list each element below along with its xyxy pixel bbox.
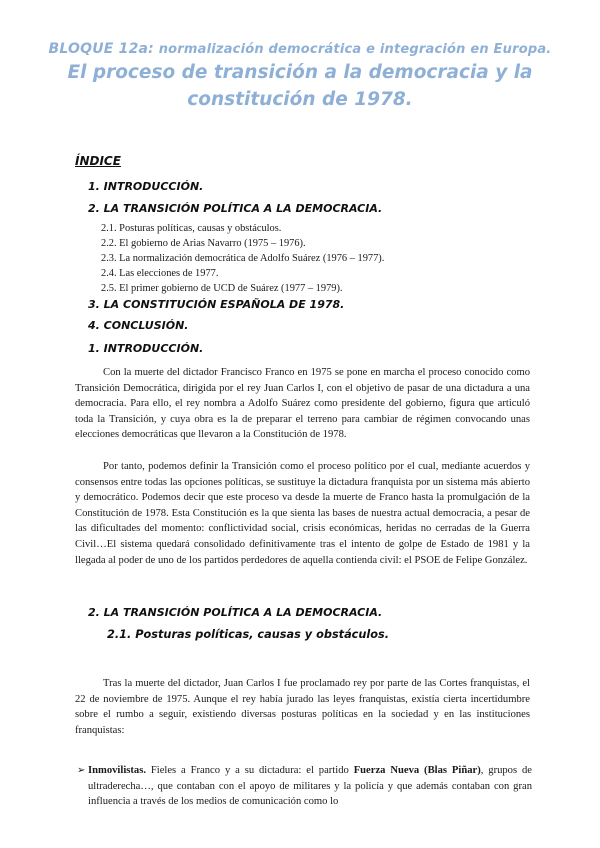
toc-subitem-3: 2.3. La normalización democrática de Adolfo Suárez (1976 – 1977). <box>101 253 385 264</box>
toc-subitem-5: 2.5. El primer gobierno de UCD de Suárez (1977 – 1979). <box>101 283 343 294</box>
intro-paragraph-1 <box>75 365 530 443</box>
transition-heading: 2. LA TRANSICIÓN POLÍTICA A LA DEMOCRACIA. <box>88 606 383 619</box>
subsection-paragraph-1 <box>75 676 530 738</box>
subsection-paragraph-1-text: Tras la muerte del dictador, Juan Carlos I fue proclamado rey por parte de las Cortes franquistas, el 22 de noviembre de 1975. Aunque el rey había jurado las leyes franquistas, existía cierta incertidumbre sobre el rumbo a seguir, existiendo diversas posturas políticas en la sociedad y en las instituciones franquistas: <box>75 678 530 736</box>
bullet-text-part-1: Fieles a Franco y a su dictadura: el partido <box>145 765 354 776</box>
bullet-bold-party: Fuerza Nueva (Blas Piñar) <box>353 765 481 776</box>
index-heading: ÍNDICE <box>75 154 121 168</box>
toc-subitem-4: 2.4. Las elecciones de 1977. <box>101 268 219 279</box>
title-line-2: El proceso de transición a la democracia y la <box>67 62 533 83</box>
title-line-3: constitución de 1978. <box>187 89 413 110</box>
bullet-text-part-2: , grupos de ultraderecha…, que contaban con el apoyo de militares y la policía y que además contaban con gran influencia a través de los medios de comunicación como lo <box>88 765 532 808</box>
subsection-heading: 2.1. Posturas políticas, causas y obstáculos. <box>107 628 390 641</box>
document-title <box>40 40 560 113</box>
bullet-inmovilistas <box>77 763 532 810</box>
toc-subitem-2: 2.2. El gobierno de Arias Navarro (1975 – 1976). <box>101 238 306 249</box>
intro-heading: 1. INTRODUCCIÓN. <box>88 342 204 355</box>
toc-subitem-1: 2.1. Posturas políticas, causas y obstáculos. <box>101 223 282 234</box>
block-tag: BLOQUE 12a: <box>48 41 154 57</box>
intro-paragraph-2 <box>75 459 530 568</box>
toc-item-4: 4. CONCLUSIÓN. <box>88 319 189 332</box>
bullet-text <box>88 763 532 810</box>
toc-item-1: 1. INTRODUCCIÓN. <box>88 180 204 193</box>
arrow-bullet-icon: ➢ <box>77 765 86 776</box>
bullet-bold-term: Inmovilistas. <box>88 765 146 776</box>
toc-item-3: 3. LA CONSTITUCIÓN ESPAÑOLA DE 1978. <box>88 298 345 311</box>
title-line-1 <box>40 40 560 59</box>
intro-paragraph-2-text: Por tanto, podemos definir la Transición como el proceso político por el cual, mediante acuerdos y consensos entre todas las opciones políticas, se sustituye la dictadura franquista por un sistema más abierto y democrático. Podemos decir que este proceso va desde la muerte de Franco hasta la promulgación de la Constitución de 1978. Esta Constitución es la que sienta las bases de nuestra actual democracia, a pesar de las dificultades del momento: conflictividad social, crisis económicas, heridas no cerradas de la Guerra Civil…El sistema quedará consolidado definitivamente tras el intento de golpe de Estado de 1981 y la llegada al poder de uno de los partidos perdedores de aquella contienda civil: el PSOE de Felipe González. <box>75 461 530 566</box>
block-subtitle: normalización democrática e integración en Europa. <box>153 42 552 57</box>
intro-paragraph-1-text: Con la muerte del dictador Francisco Franco en 1975 se pone en marcha el proceso conocido como Transición Democrática, dirigida por el rey Juan Carlos I, con el objetivo de pasar de una dictadura a una democracia. Para ello, el rey nombra a Adolfo Suárez como presidente del gobierno, figura que articuló toda la Transición, y cuya obra es la de preparar el terreno para cambiar de régimen convocando unas elecciones democráticas que llevaron a la Constitución de 1978. <box>75 367 530 441</box>
toc-item-2: 2. LA TRANSICIÓN POLÍTICA A LA DEMOCRACIA. <box>88 202 383 215</box>
